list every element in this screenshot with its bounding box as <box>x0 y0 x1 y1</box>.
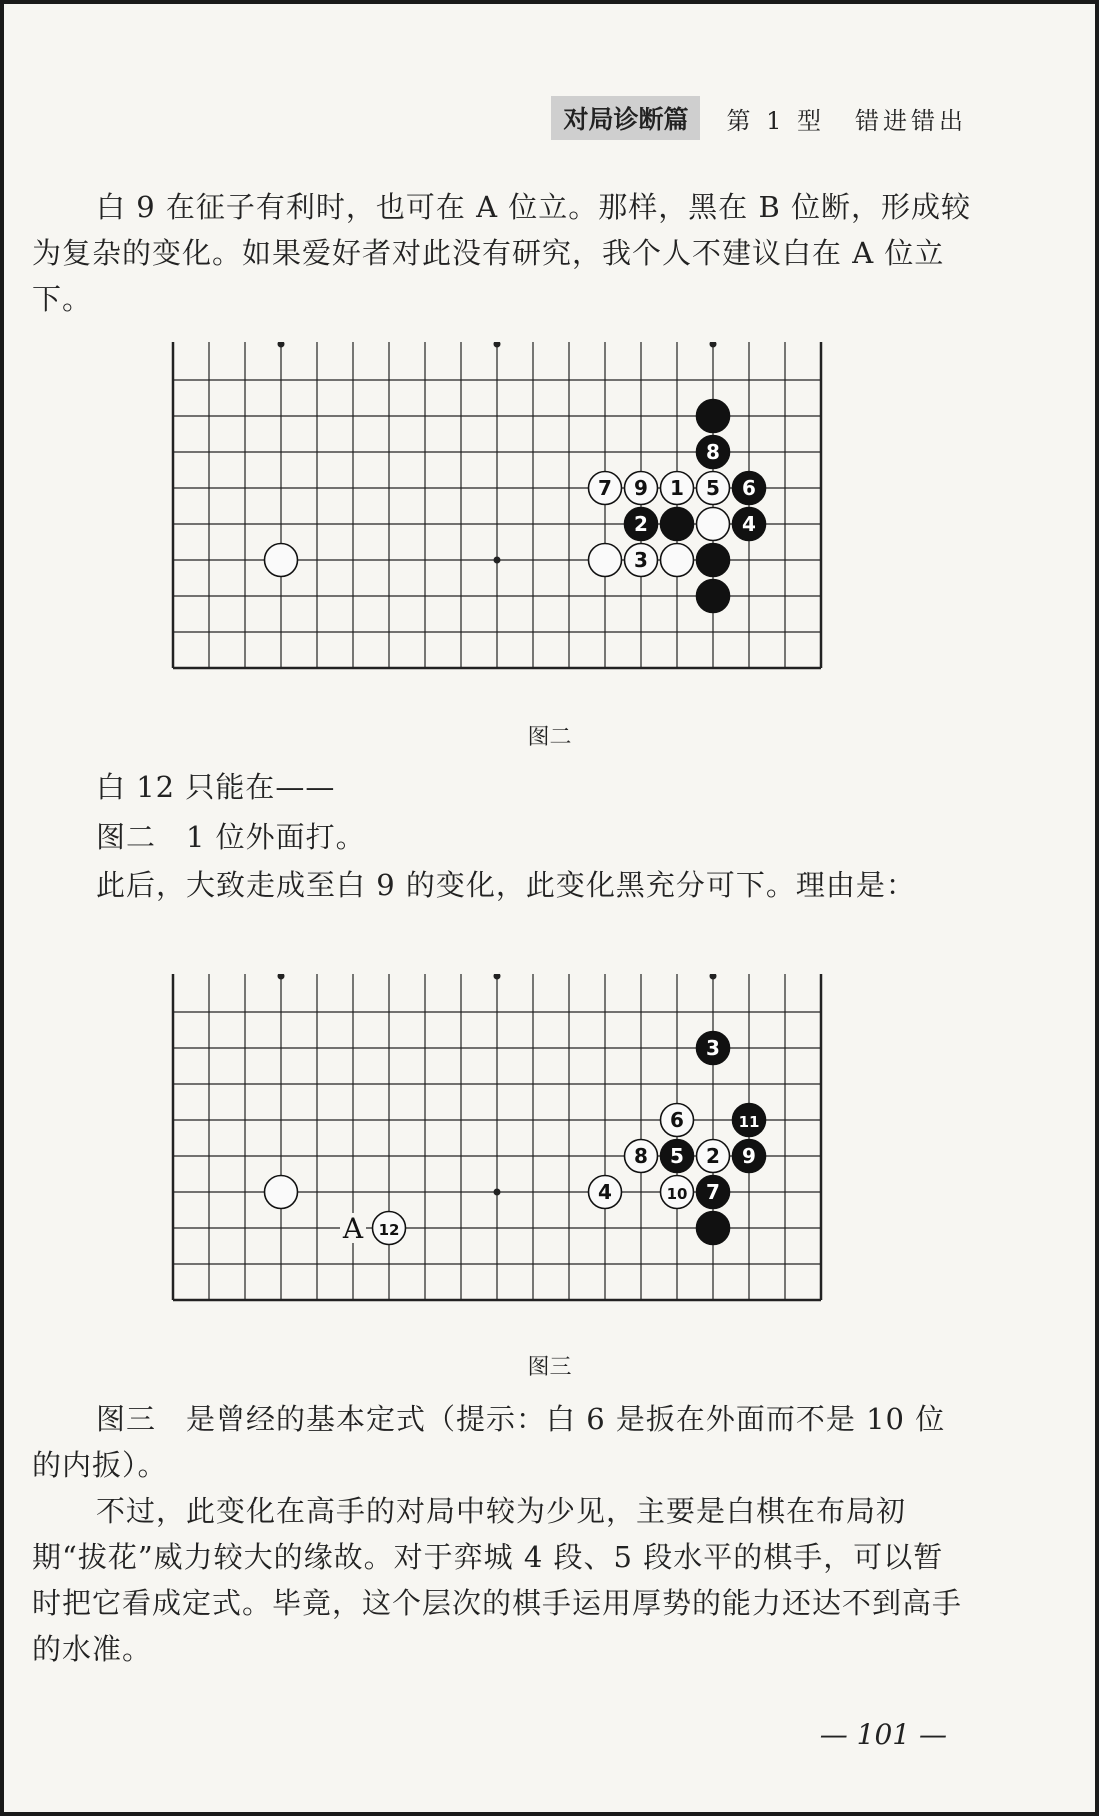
star-point <box>494 974 501 980</box>
star-point <box>494 1189 501 1196</box>
white-stone <box>661 544 694 577</box>
white-stone <box>265 544 298 577</box>
star-point <box>494 557 501 564</box>
stone-move-number: 1 <box>670 476 684 500</box>
paragraph-4: 此后，大致走成至白 9 的变化，此变化黑充分可下。理由是： <box>96 868 916 902</box>
running-header <box>551 96 967 140</box>
figure-2-caption: 图二 <box>527 725 572 750</box>
paragraph-2: 白 12 只能在—— <box>96 770 336 804</box>
star-point <box>278 342 285 348</box>
stone-move-number: 3 <box>634 548 648 572</box>
white-stone <box>589 544 622 577</box>
white-stone <box>697 508 730 541</box>
stone-move-number: 2 <box>634 512 648 536</box>
paragraph-6: 不过，此变化在高手的对局中较为少见，主要是白棋在布局初期“拔花”威力较大的缘故。对于弈城 4 段、5 段水平的棋手，可以暂时把它看成定式。毕竟，这个层次的棋手运用厚势的能力还达不到高手的水准。 <box>32 1494 963 1666</box>
star-point <box>494 342 501 348</box>
stone-move-number: 4 <box>598 1180 612 1204</box>
paragraph-3: 图二 1 位外面打。 <box>96 820 366 854</box>
chapter-title: 错进错出 <box>855 106 967 135</box>
stone-move-number: 12 <box>378 1221 400 1239</box>
stone-move-number: 2 <box>706 1144 720 1168</box>
black-stone <box>661 508 694 541</box>
stone-move-number: 5 <box>706 476 720 500</box>
paragraph-5: 图三 是曾经的基本定式（提示：白 6 是扳在外面而不是 10 位的内扳）。 <box>32 1402 946 1482</box>
black-stone <box>697 544 730 577</box>
stone-move-number: 7 <box>706 1180 720 1204</box>
section-title: 对局诊断篇 <box>551 96 700 140</box>
book-page <box>4 4 1095 1812</box>
stone-move-number: 8 <box>634 1144 648 1168</box>
stone-move-number: 11 <box>738 1113 760 1131</box>
star-point <box>710 342 717 348</box>
stone-move-number: 6 <box>670 1108 684 1132</box>
chapter-type: 第 1 型 <box>726 106 825 135</box>
board-letter-mark: A <box>342 1212 364 1245</box>
stone-move-number: 9 <box>742 1144 756 1168</box>
figure-3-caption: 图三 <box>527 1355 572 1380</box>
black-stone <box>697 1212 730 1245</box>
stone-move-number: 7 <box>598 476 612 500</box>
stone-move-number: 3 <box>706 1036 720 1060</box>
stone-move-number: 9 <box>634 476 648 500</box>
stone-move-number: 10 <box>666 1185 688 1203</box>
paragraph-1: 白 9 在征子有利时，也可在 A 位立。那样，黑在 B 位断，形成较为复杂的变化。如果爱好者对此没有研究，我个人不建议白在 A 位立下。 <box>32 190 972 316</box>
go-board-figure-3 <box>170 974 836 1326</box>
stone-move-number: 5 <box>670 1144 684 1168</box>
stone-move-number: 4 <box>742 512 756 536</box>
black-stone <box>697 400 730 433</box>
star-point <box>278 974 285 980</box>
stone-move-number: 8 <box>706 440 720 464</box>
black-stone <box>697 580 730 613</box>
white-stone <box>265 1176 298 1209</box>
go-board-figure-2 <box>170 342 836 694</box>
page-number: — 101 — <box>819 1718 947 1751</box>
star-point <box>710 974 717 980</box>
stone-move-number: 6 <box>742 476 756 500</box>
